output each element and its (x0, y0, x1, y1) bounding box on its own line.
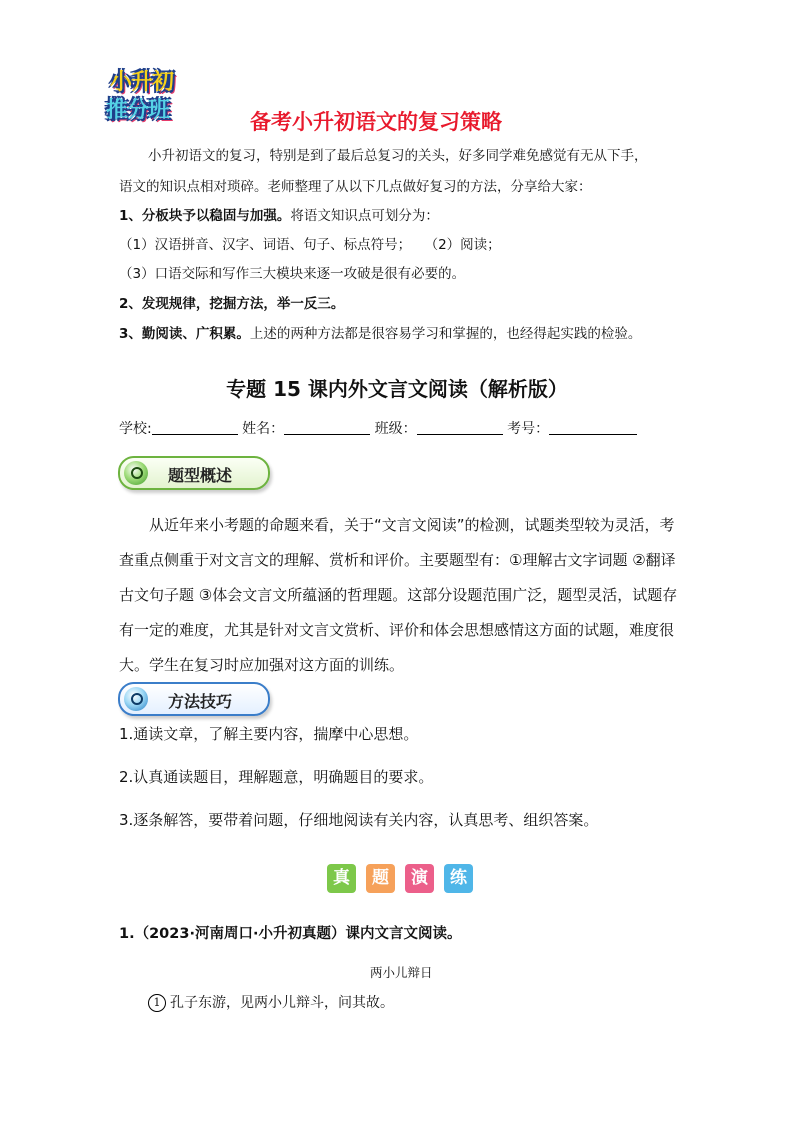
page-title: 备考小升初语文的复习策略 (250, 110, 502, 134)
passage-line-1-text: 孔子东游，见两小儿辩斗，问其故。 (170, 995, 394, 1011)
logo-line-2: 推分班 (106, 98, 170, 123)
topic-title: 专题 15 课内外文言文阅读（解析版） (226, 377, 568, 401)
school-label: 学校: (119, 421, 152, 437)
intro-line-2: 语文的知识点相对琐碎。老师整理了从以下几点做好复习的方法，分享给大家： (119, 179, 592, 195)
strategy-1-heading: 1、分板块予以稳固与加强。 (119, 208, 291, 224)
strategy-3-heading: 3、勤阅读、广积累。 (119, 326, 250, 342)
strategy-2: 2、发现规律，挖掘方法，举一反三。 (119, 296, 345, 312)
strategy-3-text: 上述的两种方法都是很容易学习和掌握的，也经得起实践的检验。 (249, 326, 642, 342)
section-banner-overview (118, 456, 270, 490)
school-blank[interactable] (152, 420, 238, 435)
student-info-row (119, 418, 637, 438)
strategy-1-line-2: （1）汉语拼音、汉字、词语、句子、标点符号； （2）阅读； (119, 237, 501, 253)
practice-tile-4: 练 (444, 864, 473, 893)
method-item-2: 2.认真通读题目，理解题意，明确题目的要求。 (119, 768, 434, 786)
line-number-badge: 1 (148, 994, 166, 1012)
passage-line-1 (148, 992, 394, 1012)
name-blank[interactable] (284, 420, 370, 435)
name-label: 姓名： (242, 421, 285, 437)
magnifier-icon (124, 687, 148, 711)
practice-tile-3: 演 (405, 864, 434, 893)
logo-line-1: 小升初 (110, 70, 174, 95)
logo (104, 70, 208, 128)
passage-title: 两小儿辩日 (370, 965, 433, 980)
section-label-overview: 题型概述 (168, 466, 233, 485)
strategy-1 (119, 208, 439, 224)
practice-tile-2: 题 (366, 864, 395, 893)
question-heading: 1.（2023·河南周口·小升初真题）课内文言文阅读。 (119, 926, 462, 942)
intro-line-1: 小升初语文的复习，特别是到了最后总复习的关头，好多同学难免感觉有无从下手， (148, 148, 648, 164)
method-item-1: 1.通读文章，了解主要内容，揣摩中心思想。 (119, 725, 419, 743)
strategy-1-line-3: （3）口语交际和写作三大模块来逐一攻破是很有必要的。 (119, 266, 466, 282)
practice-tile-1: 真 (327, 864, 356, 893)
exam-number-label: 考号： (507, 421, 550, 437)
class-blank[interactable] (417, 420, 503, 435)
section-label-methods: 方法技巧 (168, 692, 233, 711)
overview-paragraph: 从近年来小考题的命题来看，关于“文言文阅读”的检测，试题类型较为灵活，考查重点侧重于对文言文的理解、赏析和评价。主要题型有：①理解古文字词题 ②翻译古文句子题 ③体会文言文所蕴涵的哲理题。这部分设题范围广泛，题型灵活，试题存有一定的难度，尤其是针对文言文赏析、评价和体会思想感情这方面的试题，难度很大。学生在复习时应加强对这方面的训练。 (119, 516, 678, 674)
method-item-3: 3.逐条解答，要带着问题，仔细地阅读有关内容，认真思考、组织答案。 (119, 811, 599, 829)
exam-number-blank[interactable] (549, 420, 637, 435)
class-label: 班级： (374, 421, 417, 437)
section-banner-methods (118, 682, 270, 716)
strategy-1-text: 将语文知识点可划分为： (290, 208, 439, 224)
magnifier-icon (124, 461, 148, 485)
strategy-3 (119, 326, 641, 342)
